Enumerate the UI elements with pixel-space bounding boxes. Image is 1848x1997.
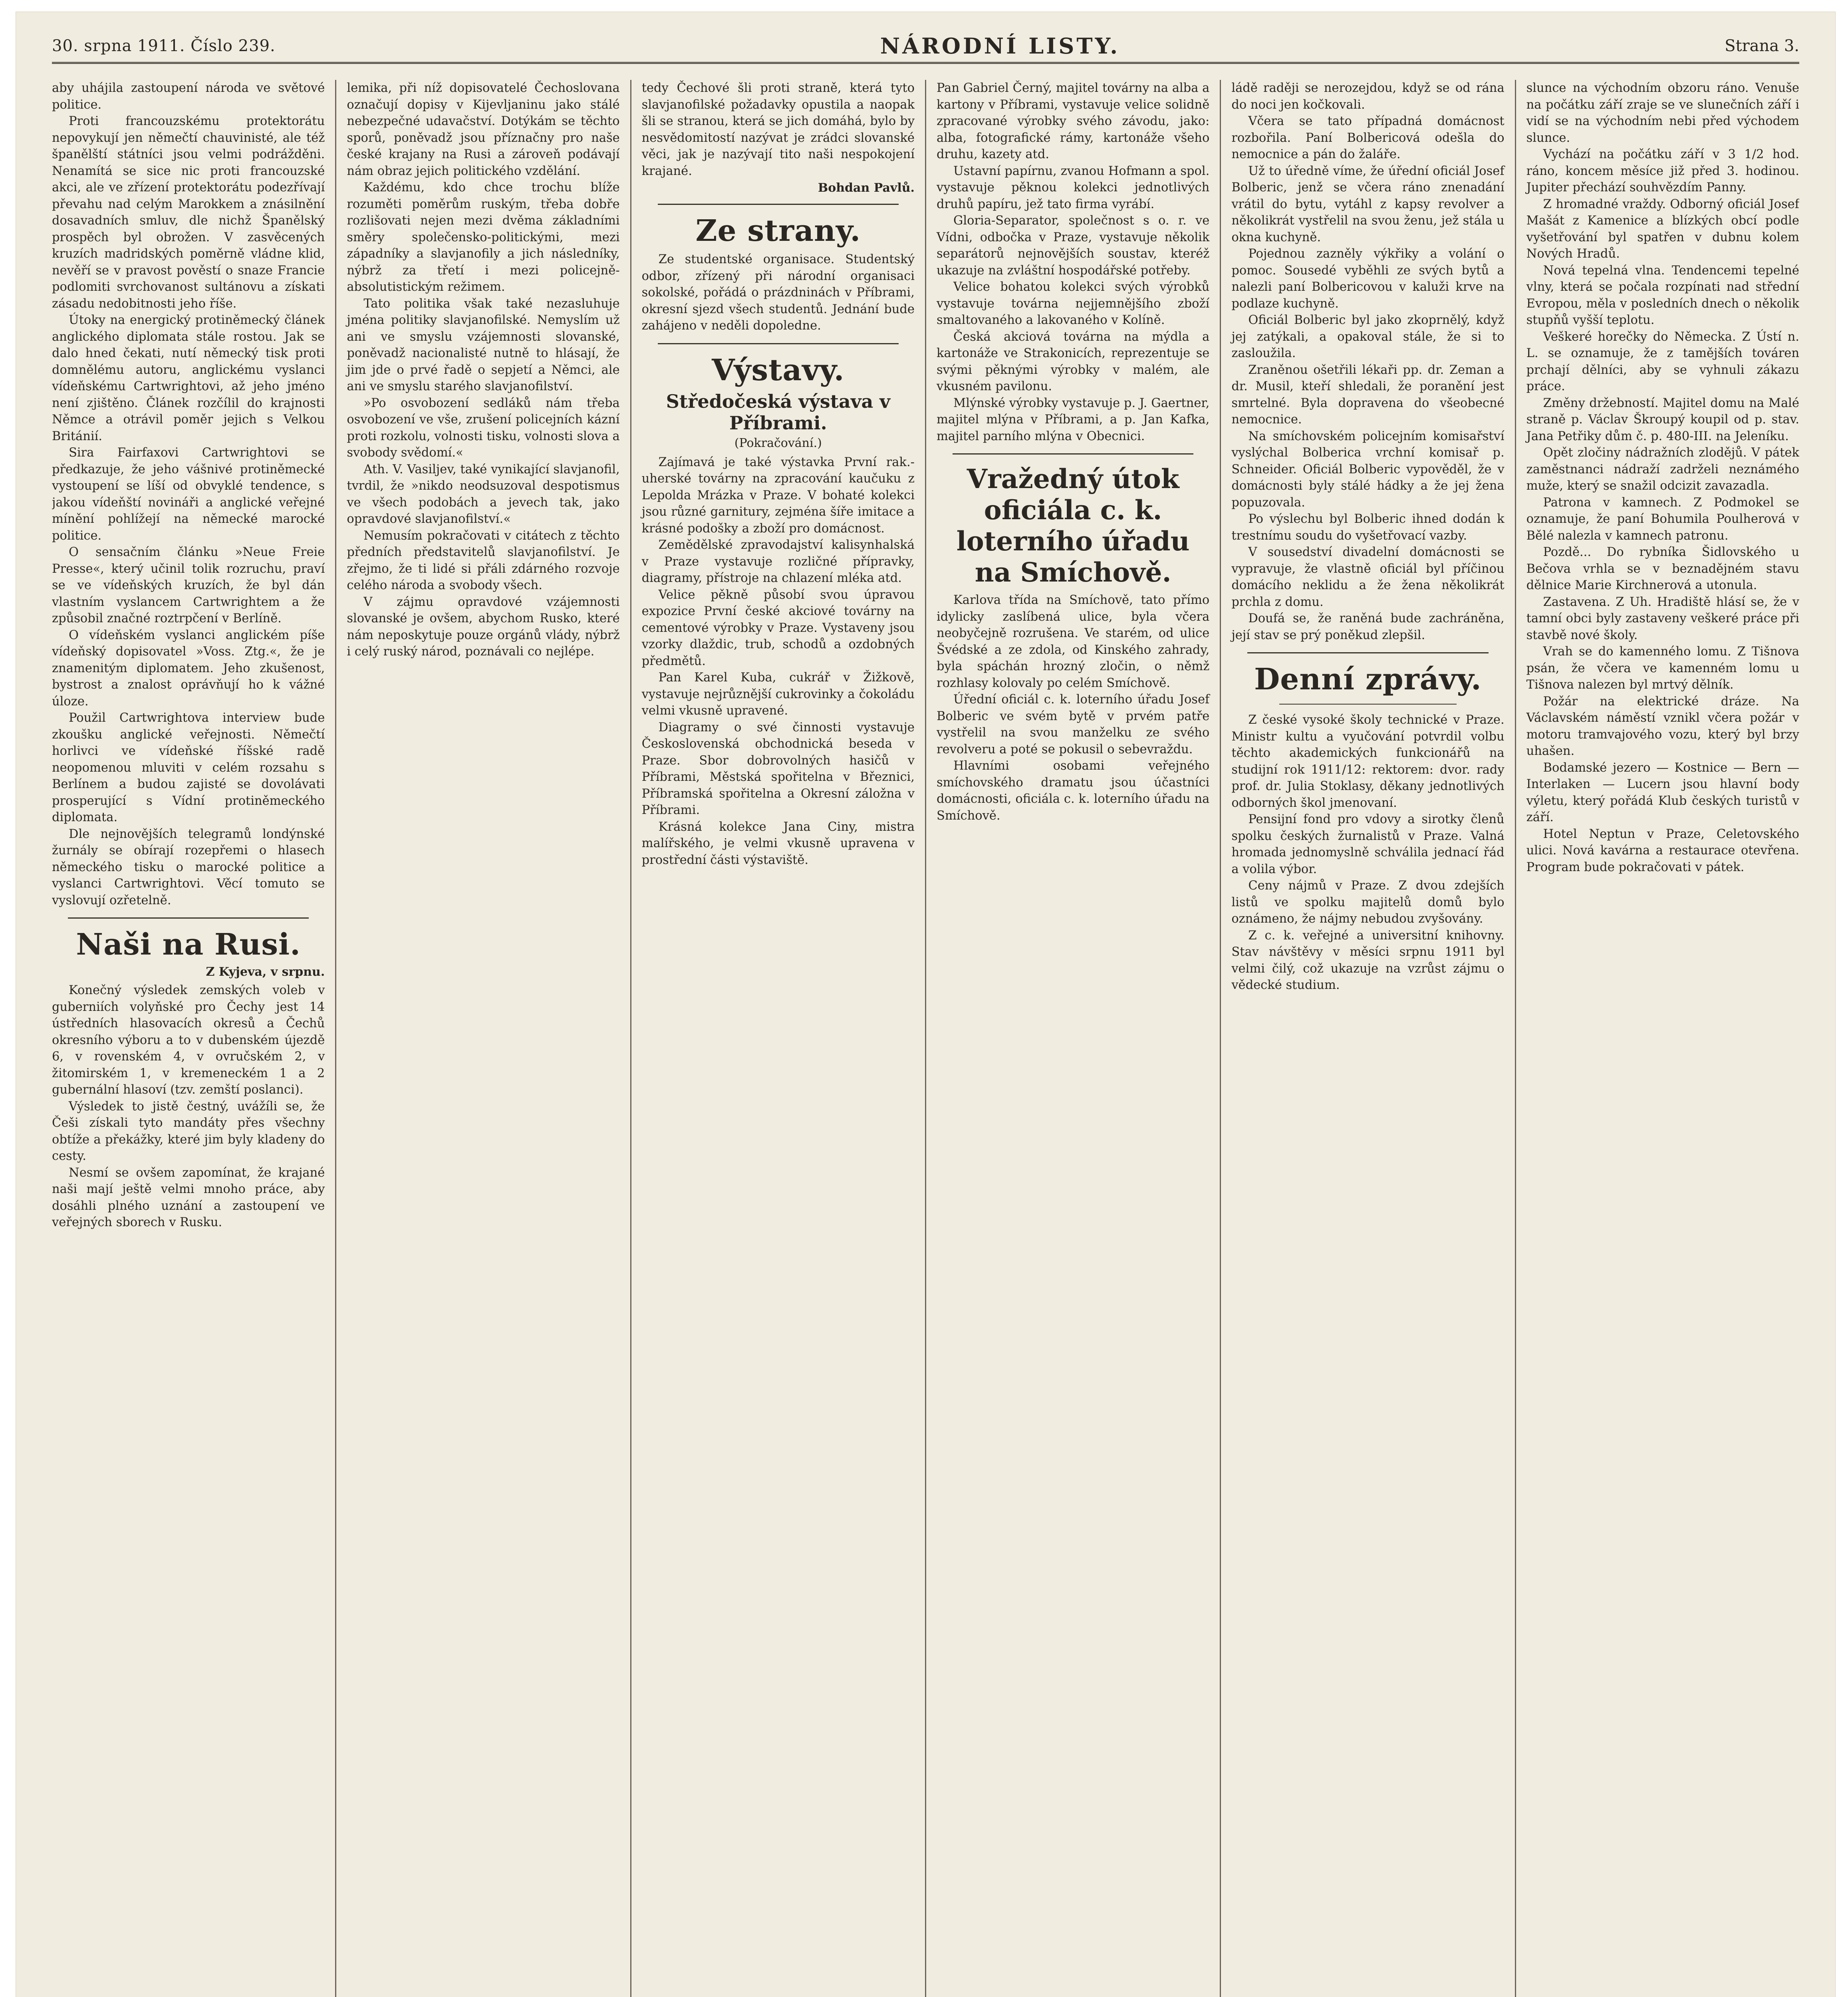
- article-paragraph: Gloria-Separator, společnost s o. r. ve Vídni, odbočka v Praze, vystavuje několik separátorů nejnovějších soustav, kteréž ukazuje na zvláštní hospodářské potřeby.: [936, 214, 1210, 278]
- article-paragraph: O vídeňském vyslanci anglickém píše vídeňský dopisovatel »Voss. Ztg.«, že je znamenitým diplomatem. Jeho zkušenost, bystrost a znalost oprávňují ho k vážné úloze.: [52, 628, 325, 709]
- article-paragraph: Česká akciová továrna na mýdla a kartonáže ve Strakonicích, reprezentuje se svými pěknými výrobky v malém, ale vkusném pavilonu.: [936, 330, 1210, 393]
- article-paragraph: lemika, při níž dopisovatelé Čechoslovana označují dopisy v Kijevljaninu jako stálé nebezpečné udavačství. Dotýkám se těchto sporů, poněvadž jsou příznačny pro naše české krajany na Rusi a zároveň podávají nám obraz jejich politického vzdělání.: [347, 81, 620, 178]
- article-paragraph: Nová tepelná vlna. Tendencemi tepelné vlny, která se počala rozpínati nad střední Evropou, měla v posledních dnech o několik stupňů vyšší teplotu.: [1526, 263, 1799, 327]
- article-paragraph: Zastavena. Z Uh. Hradiště hlásí se, že v tamní obci byly zastaveny veškeré práce při stavbě nové školy.: [1526, 595, 1799, 642]
- column-2: [336, 80, 631, 1997]
- article-paragraph: Útoky na energický protiněmecký článek anglického diplomata stále rostou. Jak se dalo hned čekati, nutí německý tisk proti domnělému autoru, anglickému vyslanci vídeňskému Cartwrightovi, až jeho jméno není zjištěno. Článek rozčílil do krajnosti Němce a otrávil poměr jejich s Velkou Británií.: [52, 313, 325, 443]
- article-paragraph: Každému, kdo chce trochu blíže rozuměti poměrům ruským, třeba dobře rozlišovati nejen mezi dvěma základními směry společensko-politickými, mezi západníky a slavjanofily a jich následníky, nýbrž za třetí i mezi policejně-absolutistickým režimem.: [347, 181, 620, 294]
- continuation-note: (Pokračování.): [734, 436, 822, 450]
- page-number: Strana 3.: [1725, 37, 1799, 55]
- article-paragraph: Z české vysoké školy technické v Praze. Ministr kultu a vyučování potvrdil volbu těchto akademických funkcionářů na studijní rok 1911/12: rektorem: dvor. rady prof. dr. Julia Stoklasy, děkany jednotlivých odborných škol jmenovaní.: [1231, 713, 1505, 810]
- article-paragraph: Z hromadné vraždy. Odborný oficiál Josef Mašát z Kamenice a blízkých obcí podle vyšetřování byl spatřen v dubnu kolem Nových Hradů.: [1526, 197, 1799, 261]
- article-paragraph: Opět zločiny nádražních zlodějů. V pátek zaměstnanci nádraží zadrželi neznámého muže, který se snažil odcizit zavazadla.: [1526, 446, 1799, 493]
- divider: [68, 917, 309, 919]
- article-paragraph: Zraněnou ošetřili lékaři pp. dr. Zeman a dr. Musil, kteří shledali, že poranění jest smrtelné. Byla dopravena do všeobecné nemocnice.: [1231, 363, 1505, 427]
- article-paragraph: Vychází na počátku září v 3 1/2 hod. ráno, koncem měsíce již před 3. hodinou. Jupiter přechází souhvězdím Panny.: [1526, 147, 1799, 195]
- article-paragraph: Úřední oficiál c. k. loterního úřadu Josef Bolberic ve svém bytě v prvém patře vystřelil na svou manželku ze svého revolveru a poté se pokusil o sebevraždu.: [936, 693, 1210, 756]
- article-paragraph: Z c. k. veřejné a universitní knihovny. Stav návštěvy v měsíci srpnu 1911 byl velmi čilý, což ukazuje na vzrůst zájmu o vědecké studium.: [1231, 928, 1505, 992]
- article-paragraph: Velice pěkně působí svou úpravou expozice První české akciové továrny na cementové výrobky v Praze. Vystaveny jsou vzorky dlaždic, trub, schodů a ozdobných předmětů.: [641, 588, 915, 668]
- article-paragraph: Ze studentské organisace. Studentský odbor, zřízený při národní organisaci sokolské, pořádá o prázdninách v Příbrami, okresní sjezd všech studentů. Jednání bude zahájeno v neděli dopoledne.: [641, 252, 915, 333]
- column-1: [52, 80, 336, 1997]
- divider: [658, 204, 899, 205]
- article-paragraph: Krásná kolekce Jana Ciny, mistra malířského, je velmi vkusně upravena v prostřední části výstaviště.: [641, 820, 915, 867]
- article-paragraph: Tato politika však také nezasluhuje jména politiky slavjanofilské. Nemyslím už ani ve smyslu vzájemnosti slovanské, poněvadž nacionalisté nutně to hlásají, že jim jde o prvé řadě o sepjetí a Němci, ale ani ve smyslu starého slavjanofilství.: [347, 296, 620, 393]
- article-paragraph: tedy Čechové šli proti straně, která tyto slavjanofilské požadavky opustila a naopak šli se stranou, která se jich domáhá, bylo by nesvědomitostí nazývat je zrádci slovanské věci, jak je nazývají tito naši nespokojení krajané.: [641, 81, 915, 178]
- dateline: Z Kyjeva, v srpnu.: [206, 965, 325, 979]
- article-paragraph: Požár na elektrické dráze. Na Václavském náměstí vznikl včera požár v motoru tramvajového vozu, který byl brzy uhašen.: [1526, 694, 1799, 758]
- article-paragraph: Pozdě... Do rybníka Šidlovského u Bečova vrhla se v beznadějném stavu dělnice Marie Kirchnerová a utonula.: [1526, 545, 1799, 592]
- article-paragraph: Nemusím pokračovati v citátech z těchto předních představitelů slavjanofilství. Je zřejmo, že ti lidé si přáli zdárného rozvoje celého národa a svobody všech.: [347, 528, 620, 592]
- article-paragraph: Ath. V. Vasiljev, také vynikající slavjanofil, tvrdil, že »nikdo neodsuzoval despotismus ve všech podobách a jevech tak, jako opravdové slavjanofilství.«: [347, 462, 620, 526]
- article-paragraph: Sira Fairfaxovi Cartwrightovi se předkazuje, že jeho vášnivé protiněmecké vystoupení se líší od obvyklé tendence, s jakou vídeňští novináři a anglické veřejné mínění pohlížejí na německé marocké politice.: [52, 446, 325, 543]
- article-paragraph: Dle nejnovějších telegramů londýnské žurnály se obírají rozepřemi o hlasech německého tisku o marocké politice a vyslanci Cartwrightovi. Věcí tomuto se vyslovují ozřetelně.: [52, 827, 325, 907]
- author-signature: Bohdan Pavlů.: [818, 181, 915, 195]
- article-subheading: Středočeská výstava v Příbrami.: [666, 390, 890, 434]
- issue-date: 30. srpna 1911. Číslo 239.: [52, 37, 276, 55]
- article-paragraph: Pan Gabriel Černý, majitel továrny na alba a kartony v Příbrami, vystavuje velice solidně zpracované výrobky svého závodu, jako: alba, fotografické rámy, kartonáže všeho druhu, kazety atd.: [936, 81, 1210, 161]
- article-paragraph: Použil Cartwrightova interview bude zkoušku anglické veřejnosti. Němečtí horlivci ve vídeňské říšské radě neopomenou mluviti v celém rozsahu s Berlínem a budou zajisté se dovolávati prosperující s Vídní protiněmeckého diplomata.: [52, 711, 325, 824]
- article-paragraph: Změny držebností. Majitel domu na Malé straně p. Václav Škroupý koupil od p. stav. Jana Petřiky dům č. p. 480-III. na Jeleníku.: [1526, 396, 1799, 443]
- paper-title: NÁRODNÍ LISTY.: [880, 33, 1120, 59]
- divider: [1279, 704, 1456, 705]
- article-paragraph: Ustavní papírnu, zvanou Hofmann a spol. vystavuje pěknou kolekci jednotlivých druhů papíru, jež tato firma vyrábí.: [936, 164, 1210, 211]
- section-heading: Naši na Rusi.: [76, 927, 301, 962]
- article-paragraph: Včera se tato případná domácnost rozbořila. Paní Bolbericová odešla do nemocnice a pán do žaláře.: [1231, 114, 1505, 161]
- article-paragraph: Zemědělské zpravodajství kalisynhalská v Praze vystavuje rozličné přípravky, diagramy, přístroje na chlazení mléka atd.: [641, 538, 915, 585]
- article-paragraph: Oficiál Bolberic byl jako zkoprnělý, když jej zatýkali, a opakoval stále, že si to zasloužila.: [1231, 313, 1505, 360]
- section-heading: Výstavy.: [712, 353, 845, 387]
- article-paragraph: Pan Karel Kuba, cukrář v Žižkově, vystavuje nejrůznější cukrovinky a čokoládu velmi vkusně upravené.: [641, 671, 915, 718]
- divider: [658, 343, 899, 344]
- article-paragraph: Zajímavá je také výstavka První rak.-uherské továrny na zpracování kaučuku z Lepolda Mrázka v Praze. V bohaté kolekci jsou různé garnitury, zejména šíře imitace a krásné podošky a zboží pro domácnost.: [641, 455, 915, 536]
- article-paragraph: Doufá se, že raněná bude zachráněna, její stav se prý poněkud zlepšil.: [1231, 611, 1505, 642]
- article-paragraph: Karlova třída na Smíchově, tato přímo idylicky zaslíbená ulice, byla včera neobyčejně rozrušena. Ve starém, od ulice Švédské a ze zdola, od Kinského zahrady, byla spáchán hrozný zločin, o němž rozhlasy kolovaly po celém Smíchově.: [936, 593, 1210, 690]
- article-paragraph: Velice bohatou kolekci svých výrobků vystavuje továrna nejjemnějšího zboží smaltovaného a lakovaného v Kolíně.: [936, 280, 1210, 327]
- article-paragraph: Patrona v kamnech. Z Podmokel se oznamuje, že paní Bohumila Poulherová v Bělé nalezla v kamnech patronu.: [1526, 495, 1799, 543]
- column-3: [631, 80, 926, 1997]
- article-paragraph: Pensijní fond pro vdovy a sirotky členů spolku českých žurnalistů v Praze. Valná hromada jednomyslně schválila jednací řád a volila výbor.: [1231, 812, 1505, 876]
- newspaper-page: [16, 12, 1835, 1997]
- article-paragraph: Hlavními osobami veřejného smíchovského dramatu jsou účastníci domácnosti, oficiála c. k. loterního úřadu na Smíchově.: [936, 759, 1210, 823]
- divider: [1247, 652, 1488, 653]
- masthead: [52, 30, 1799, 64]
- article-paragraph: Konečný výsledek zemských voleb v guberniích volyňské pro Čechy jest 14 ústředních hlasovacích okresů a Čechů okresního výboru a to v dubenském újezdě 6, v rovenském 4, v ovručském 2, v žitomirském 1, v kremeneckém 1 a 2 gubernální hlasoví (tzv. zemští poslanci).: [52, 983, 325, 1097]
- article-paragraph: Hotel Neptun v Praze, Celetovského ulici. Nová kavárna a restaurace otevřena. Program bude pokračovati v pátek.: [1526, 827, 1799, 874]
- article-paragraph: Ceny nájmů v Praze. Z dvou zdejších listů ve spolku majitelů domů bylo oznámeno, že nájmy nebudou zvyšovány.: [1231, 879, 1505, 926]
- article-paragraph: Po výslechu byl Bolberic ihned dodán k trestnímu soudu do vyšetřovací vazby.: [1231, 512, 1505, 543]
- article-paragraph: Vrah se do kamenného lomu. Z Tišnova psán, že včera ve kamenném lomu u Tišnova nalezen byl mrtvý dělník.: [1526, 645, 1799, 692]
- column-4: [926, 80, 1221, 1997]
- article-paragraph: »Po osvobození sedláků nám třeba osvobození ve vše, zrušení policejních kázní proti rozkolu, volnosti tisku, volnosti slova a svobody svědomí.«: [347, 396, 620, 460]
- article-paragraph: Výsledek to jistě čestný, uvážíli se, že Češi získali tyto mandáty přes všechny obtíže a překážky, které jim byly kladeny do cesty.: [52, 1099, 325, 1163]
- column-5: [1221, 80, 1516, 1997]
- section-heading: Ze strany.: [695, 214, 861, 248]
- article-paragraph: Mlýnské výrobky vystavuje p. J. Gaertner, majitel mlýna v Příbrami, a p. Jan Kafka, majitel parního mlýna v Obecnici.: [936, 396, 1210, 443]
- article-paragraph: Proti francouzskému protektorátu nepovykují jen němečtí chauvinisté, ale též španělští státníci jsou velmi podrážděni. Nenamítá se sice nic proti francouzské akci, ale ve zřízení protektorátu podezřívají převahu nad celým Marokkem a znásilnění dosavadních smluv, dle nichž Španělský prospěch byl obrožen. V zasvěcených kruzích madridských poměrně vládne klid, nevěří se v pravost pověstí o snaze Francie podlomiti svrchovanost sultánovu a získati zásadu nedobitnosti jeho říše.: [52, 114, 325, 311]
- divider: [953, 453, 1193, 455]
- article-paragraph: O sensačním článku »Neue Freie Presse«, který učinil tolik rozruchu, praví se ve vídeňských kruzích, že byl dán vlastním vyslancem Cartwrightem a že způsobil značné roztrpčení v Berlíně.: [52, 545, 325, 625]
- section-heading: Denní zprávy.: [1254, 662, 1482, 697]
- article-paragraph: Bodamské jezero — Kostnice — Bern — Interlaken — Lucern jsou hlavní body výletu, který pořádá Klub českých turistů v září.: [1526, 760, 1799, 824]
- article-paragraph: V zájmu opravdové vzájemnosti slovanské je ovšem, abychom Rusko, které nám neposkytuje pouze orgánů vlády, nýbrž i celý ruský národ, poznávali co nejlépe.: [347, 595, 620, 659]
- article-paragraph: Diagramy o své činnosti vystavuje Československá obchodnická beseda v Praze. Sbor dobrovolných hasičů v Příbrami, Městská spořitelna v Březnici, Příbramská spořitelna a Okresní záložna v Příbrami.: [641, 720, 915, 817]
- article-paragraph: ládě raději se nerozejdou, když se od rána do noci jen kočkovali.: [1231, 81, 1505, 112]
- article-paragraph: Už to úředně víme, že úřední oficiál Josef Bolberic, jenž se včera ráno znenadání vrátil do bytu, vytáhl z kapsy revolver a několikrát vystřelil na svou ženu, jež stála u okna kuchyně.: [1231, 164, 1505, 244]
- column-6: [1516, 80, 1799, 1997]
- article-paragraph: aby uhájila zastoupení národa ve světové politice.: [52, 81, 325, 112]
- article-paragraph: slunce na východním obzoru ráno. Venuše na počátku září zraje se ve slunečních září i vidí se na východním nebi před východem slunce.: [1526, 81, 1799, 145]
- article-paragraph: Pojednou zazněly výkřiky a volání o pomoc. Sousedé vyběhli ze svých bytů a nalezli paní Bolbericovou v kaluži krve na podlaze kuchyně.: [1231, 247, 1505, 311]
- article-paragraph: V sousedství divadelní domácnosti se vypravuje, že vlastně oficiál byl příčinou domácího neklidu a že žena několikrát prchla z domu.: [1231, 545, 1505, 609]
- article-paragraph: Nesmí se ovšem zapomínat, že krajané naši mají ještě velmi mnoho práce, aby dosáhli plného uznání a zastoupení ve veřejných sborech v Rusku.: [52, 1165, 325, 1229]
- article-paragraph: Veškeré horečky do Německa. Z Ústí n. L. se oznamuje, že z tamějších továren prchají dělníci, aby se vyhnuli zákazu práce.: [1526, 330, 1799, 393]
- article-columns: [52, 80, 1799, 1997]
- article-headline: Vražedný útok oficiála c. k. loterního úřadu na Smíchově.: [956, 463, 1190, 588]
- article-paragraph: Na smíchovském policejním komisařství vyslýchal Bolberica vrchní komisař p. Schneider. Oficiál Bolberic vypověděl, že v domácnosti byly stálé hádky a že jej žena popuzovala.: [1231, 429, 1505, 510]
